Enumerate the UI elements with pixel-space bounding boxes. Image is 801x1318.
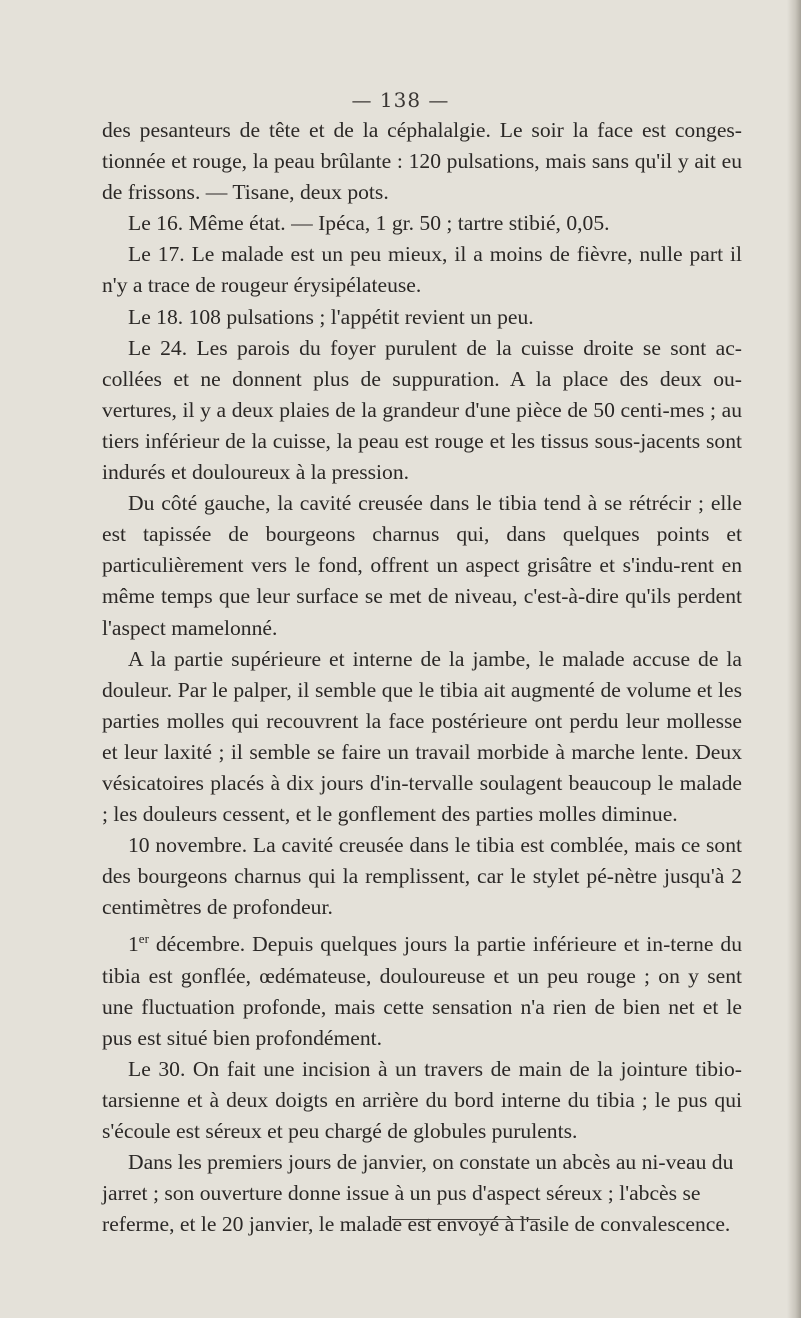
paragraph-text: décembre. Depuis quelques jours la partie inférieure et in-terne du tibia est gonflée, œdémateuse, douloureuse et un peu rouge ; on y sent une fluctuation profonde, mais cette sensation n'a rien de bien net et le pus est situé bien profondément.	[102, 932, 742, 1050]
paragraph-lead-superscript: er	[138, 931, 149, 947]
paragraph	[102, 923, 742, 1054]
paragraph: Du côté gauche, la cavité creusée dans le tibia tend à se rétrécir ; elle est tapissée de bourgeons charnus qui, dans quelques points et particulièrement vers le fond, offrent un aspect grisâtre et s'indu-rent en même temps que leur surface se met de niveau, c'est-à-dire qu'ils perdent l'aspect mamelonné.	[102, 491, 742, 640]
body-text	[102, 115, 742, 1241]
paragraph: Le 16. Même état. — Ipéca, 1 gr. 50 ; tartre stibié, 0,05.	[128, 211, 610, 236]
paragraph-lead: 1	[128, 932, 139, 957]
page-edge-shadow	[787, 0, 801, 1318]
paragraph: 10 novembre. La cavité creusée dans le tibia est comblée, mais ce sont des bourgeons charnus qui la remplissent, car le stylet pé-nètre jusqu'à 2 centimètres de profondeur.	[102, 833, 742, 920]
paragraph: Dans les premiers jours de janvier, on constate un abcès au ni-veau du jarret ; son ouverture donne issue à un pus d'aspect séreux ; l'abcès se referme, et le 20 janvier, le malade est envoyé à l'asile de convalescence.	[102, 1150, 734, 1237]
paragraph: Le 17. Le malade est un peu mieux, il a moins de fièvre, nulle part il n'y a trace de rougeur érysipélateuse.	[102, 242, 742, 298]
paragraph: Le 18. 108 pulsations ; l'appétit revient un peu.	[128, 304, 534, 329]
paragraph: Le 24. Les parois du foyer purulent de la cuisse droite se sont ac-collées et ne donnent plus de suppuration. A la place des deux ou-vertures, il y a deux plaies de la grandeur d'une pièce de 50 centi-mes ; au tiers inférieur de la cuisse, la peau est rouge et les tissus sous-jacents sont indurés et douloureux à la pression.	[102, 335, 742, 485]
paragraph: des pesanteurs de tête et de la céphalalgie. Le soir la face est conges-tionnée et rouge, la peau brûlante : 120 pulsations, mais sans qu'il y ait eu de frissons. — Tisane, deux pots.	[102, 118, 742, 205]
end-rule	[392, 1219, 540, 1220]
paragraph: Le 30. On fait une incision à un travers de main de la jointure tibio-tarsienne et à deux doigts en arrière du bord interne du tibia ; le pus qui s'écoule est séreux et peu chargé de globules purulents.	[102, 1057, 742, 1144]
page-number: — 138 —	[351, 88, 450, 112]
paragraph: A la partie supérieure et interne de la jambe, le malade accuse de la douleur. Par le palper, il semble que le tibia ait augmenté de volume et les parties molles qui recouvrent la face postérieure ont perdu leur mollesse et leur laxité ; il semble se faire un travail morbide à marche lente. Deux vésicatoires placés à dix jours d'in-tervalle soulagent beaucoup le malade ; les douleurs cessent, et le gonflement des parties molles diminue.	[102, 646, 742, 827]
